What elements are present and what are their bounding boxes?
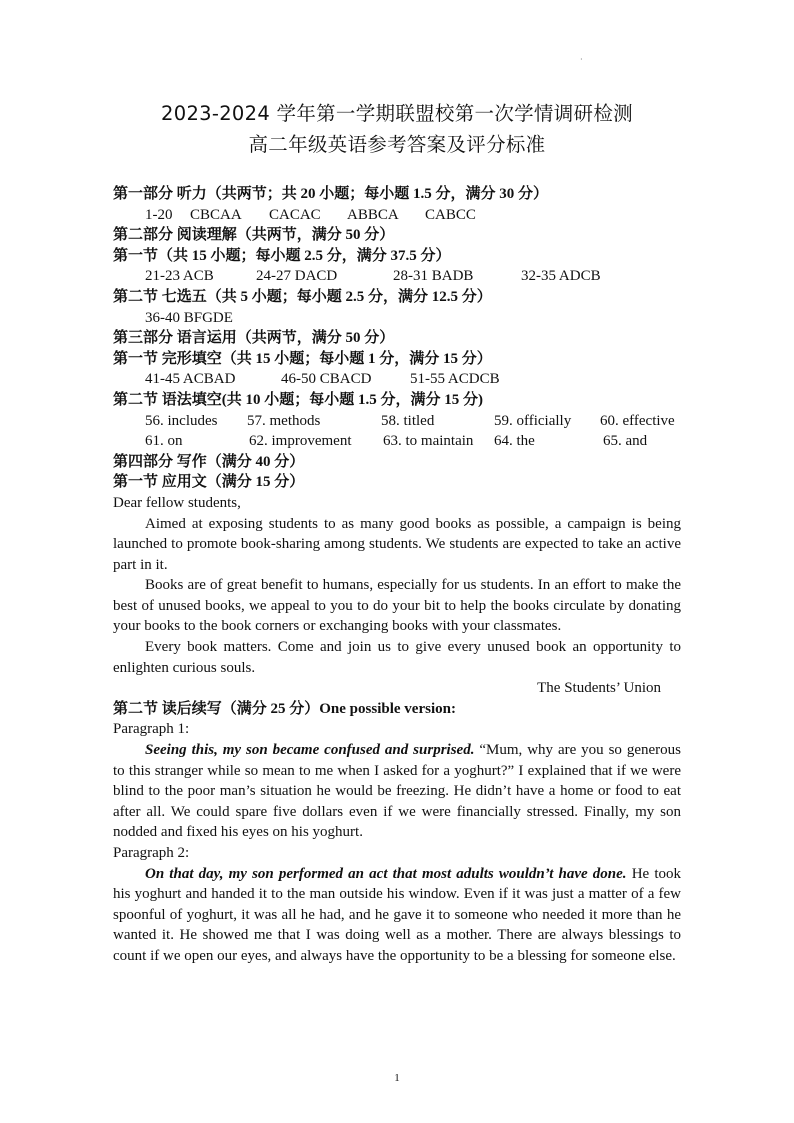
paragraph2-label: Paragraph 2:	[113, 845, 190, 861]
part2-section1-heading: 第一节（共 15 小题；每小题 2.5 分，满分 37.5 分）	[113, 247, 451, 264]
section2-heading-en: One possible version:	[319, 700, 456, 717]
section2-heading-cn: 第二节 读后续写（满分 25 分）	[113, 700, 320, 717]
answer-item: 64. the	[494, 433, 535, 450]
paragraph2-body: He took his yoghurt and handed it to the man outside his window. Even if it was just a matter of a few spoonful of yoghurt, it was all he had, and he gave it to someone who needed it more than he wanted it. He showed me that I was doing well as a mother. There are always blessings to count if we open our eyes, and always have the opportunity to be a blessing for someone else.	[113, 865, 681, 964]
part4-section1-heading: 第一节 应用文（满分 15 分）	[113, 474, 305, 491]
answer-item: 56. includes	[145, 412, 218, 429]
answer-item: 65. and	[603, 433, 648, 450]
part2-section2-answers	[113, 308, 681, 329]
letter-paragraph: Aimed at exposing students to as many good books as possible, a campaign is being launched to promote book-sharing among students. We students are expected to take an active part in it.	[113, 515, 681, 573]
answer-item: 59. officially	[494, 412, 572, 429]
page-title: 2023-2024 学年第一学期联盟校第一次学情调研检测	[161, 102, 633, 125]
answer-group: 51-55 ACDCB	[410, 371, 500, 388]
answer-group: ABBCA	[347, 206, 399, 223]
answer-item: 61. on	[145, 433, 183, 450]
part3-section1-heading: 第一节 完形填空（共 15 小题；每小题 1 分，满分 15 分）	[113, 350, 492, 367]
answer-key-body	[113, 184, 681, 967]
letter-paragraph: Books are of great benefit to humans, especially for us students. In an effort to make the best of unused books, we appeal to you to do your bit to help the books circulate by donating your books to the book corners or exchanging books with your classmates.	[113, 577, 681, 635]
part2-section1-answers	[113, 266, 681, 287]
letter-paragraph: Every book matters. Come and join us to give every unused book an opportunity to enlighten curious souls.	[113, 639, 681, 676]
part4-section2-heading	[113, 699, 681, 720]
part3-section2-heading: 第二节 语法填空(共 10 小题；每小题 1.5 分，满分 15 分)	[113, 391, 483, 408]
answer-item: 58. titled	[381, 412, 435, 429]
part4-heading: 第四部分 写作（满分 40 分）	[113, 453, 305, 470]
part3-section1-answers	[113, 369, 681, 390]
grammar-answers-row1	[113, 411, 681, 432]
part3-heading: 第三部分 语言运用（共两节，满分 50 分）	[113, 330, 395, 347]
letter-greeting: Dear fellow students,	[113, 494, 241, 511]
answer-item: 62. improvement	[249, 433, 352, 450]
answer-item: 63. to maintain	[383, 433, 474, 450]
answer-group: 46-50 CBACD	[281, 371, 372, 388]
part2-section2-heading: 第二节 七选五（共 5 小题；每小题 2.5 分，满分 12.5 分）	[113, 288, 492, 305]
page-subtitle: 高二年级英语参考答案及评分标准	[248, 133, 546, 156]
part2-heading: 第二部分 阅读理解（共两节，满分 50 分）	[113, 227, 395, 244]
answer-group: 32-35 ADCB	[521, 268, 601, 285]
answer-item: 60. effective	[600, 412, 675, 429]
answer-group: 36-40 BFGDE	[145, 309, 233, 326]
part1-answer-row	[113, 205, 681, 226]
answer-group: 28-31 BADB	[393, 268, 474, 285]
answer-group: 24-27 DACD	[256, 268, 338, 285]
answer-group: 41-45 ACBAD	[145, 371, 236, 388]
paragraph1-lead-sentence: Seeing this, my son became confused and surprised.	[145, 742, 475, 759]
corner-mark: ·	[580, 55, 583, 64]
answer-group: CBCAA	[190, 206, 242, 223]
paragraph1-body: “Mum, why are you so generous to this stranger while so mean to me when I asked for a yoghurt?” I explained that if we were blind to the poor man’s situation he would be freezing. He didn’t have a home or food to eat after all. We could spare five dollars even if we were financially stressed. Finally, my son nodded and fixed his eyes on his yoghurt.	[113, 742, 681, 841]
part1-heading: 第一部分 听力（共两节；共 20 小题；每小题 1.5 分，满分 30 分）	[113, 186, 549, 202]
continuation-paragraph2	[113, 864, 681, 967]
grammar-answers-row2	[113, 431, 681, 452]
answer-group: 21-23 ACB	[145, 268, 214, 285]
answer-range: 1-20	[145, 206, 173, 223]
answer-item: 57. methods	[247, 412, 321, 429]
letter-signature: The Students’ Union	[537, 680, 661, 697]
page-number: 1	[394, 1072, 400, 1084]
continuation-paragraph1	[113, 740, 681, 843]
answer-group: CABCC	[425, 206, 476, 223]
paragraph2-lead-sentence: On that day, my son performed an act that most adults wouldn’t have done.	[145, 865, 627, 882]
paragraph1-label: Paragraph 1:	[113, 721, 190, 738]
answer-group: CACAC	[269, 206, 321, 223]
